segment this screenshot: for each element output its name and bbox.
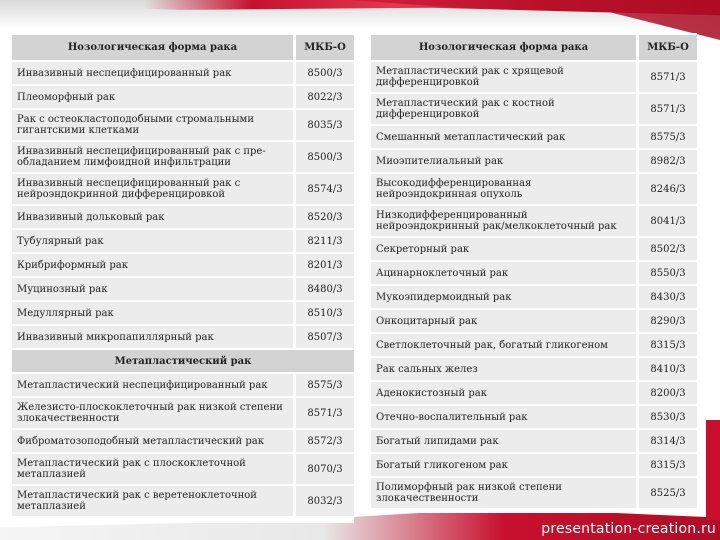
table-row (12, 278, 354, 300)
table-row (12, 62, 354, 84)
table-row (371, 262, 697, 284)
icd-o-code-cell: 8201/3 (293, 254, 354, 276)
icd-o-code-cell: 8500/3 (293, 142, 354, 172)
table-row (12, 486, 354, 516)
table-row (12, 206, 354, 228)
icd-o-code-cell: 8022/3 (293, 86, 354, 108)
icd-o-code-cell: 8480/3 (293, 278, 354, 300)
icd-o-code-cell: 8041/3 (636, 206, 697, 236)
column-header-code: МКБ-О (636, 35, 697, 60)
table-row (12, 110, 354, 140)
tumor-form-cell: Тубулярный рак (12, 230, 293, 252)
tumor-form-cell: Фиброматозоподобный метапластический рак (12, 430, 293, 452)
table-row (371, 454, 697, 476)
icd-o-code-cell: 8574/3 (293, 174, 354, 204)
icd-o-code-cell: 8571/3 (293, 398, 354, 428)
tumor-form-cell: Отечно-воспалительный рак (371, 406, 636, 428)
tumor-form-cell: Медуллярный рак (12, 302, 293, 324)
tumor-form-cell: Миоэпителиальный рак (371, 150, 636, 172)
table-row (371, 62, 697, 92)
left-table-panel (12, 33, 354, 523)
tumor-form-cell: Онкоцитарный рак (371, 310, 636, 332)
table-row (371, 174, 697, 204)
icd-o-code-cell: 8500/3 (293, 62, 354, 84)
table-row (371, 150, 697, 172)
tumor-form-cell: Метапластический рак с плоскоклеточной метаплазией (12, 454, 293, 484)
icd-o-code-cell: 8315/3 (636, 454, 697, 476)
column-header-form: Нозологическая форма рака (371, 35, 636, 60)
tumor-form-cell: Мукоэпидермоидный рак (371, 286, 636, 308)
table-row (12, 454, 354, 484)
table-row (371, 478, 697, 508)
table-row (371, 334, 697, 356)
tumor-form-cell: Железисто-плоскоклеточный рак низкой степени злокачественности (12, 398, 293, 428)
icd-o-code-cell: 8575/3 (636, 126, 697, 148)
table-row (371, 310, 697, 332)
right-table-panel (371, 33, 697, 513)
tumor-form-cell: Ацинарноклеточный рак (371, 262, 636, 284)
table-row (371, 94, 697, 124)
table-row (12, 430, 354, 452)
tumor-form-cell: Инвазивный микропапиллярный рак (12, 326, 293, 348)
icd-o-code-cell: 8032/3 (293, 486, 354, 516)
tumor-form-cell: Аденокистозный рак (371, 382, 636, 404)
icd-o-code-cell: 8314/3 (636, 430, 697, 452)
tumor-form-cell: Богатый липидами рак (371, 430, 636, 452)
watermark: presentation-creation.ru (541, 521, 716, 537)
icd-o-code-cell: 8530/3 (636, 406, 697, 428)
icd-o-code-cell: 8315/3 (636, 334, 697, 356)
tumor-form-cell: Богатый гликогеном рак (371, 454, 636, 476)
table-row (371, 126, 697, 148)
left-classification-table (12, 33, 354, 518)
icd-o-code-cell: 8572/3 (293, 430, 354, 452)
table-row (12, 398, 354, 428)
tumor-form-cell: Крибриформный рак (12, 254, 293, 276)
table-row (12, 86, 354, 108)
tumor-form-cell: Секреторный рак (371, 238, 636, 260)
icd-o-code-cell: 8290/3 (636, 310, 697, 332)
tumor-form-cell: Полиморфный рак низкой степени злокачественности (371, 478, 636, 508)
table-header-row (12, 35, 354, 60)
icd-o-code-cell: 8502/3 (636, 238, 697, 260)
table-row (371, 358, 697, 380)
tumor-form-cell: Метапластический рак с костной дифференцировкой (371, 94, 636, 124)
icd-o-code-cell: 8070/3 (293, 454, 354, 484)
icd-o-code-cell: 8571/3 (636, 62, 697, 92)
table-row (12, 174, 354, 204)
section-header-row (12, 350, 354, 372)
left-table-body (12, 62, 354, 516)
table-row (371, 430, 697, 452)
table-row (12, 326, 354, 348)
table-row (12, 302, 354, 324)
tumor-form-cell: Рак сальных желез (371, 358, 636, 380)
right-table-body (371, 62, 697, 508)
table-row (371, 406, 697, 428)
tumor-form-cell: Плеоморфный рак (12, 86, 293, 108)
tumor-form-cell: Рак с остеокластоподобными стромальными гигантскими клетками (12, 110, 293, 140)
tumor-form-cell: Метапластический рак с хрящевой дифференцировкой (371, 62, 636, 92)
icd-o-code-cell: 8575/3 (293, 374, 354, 396)
table-row (371, 206, 697, 236)
section-title: Метапластический рак (12, 350, 354, 372)
table-row (12, 230, 354, 252)
tumor-form-cell: Муцинозный рак (12, 278, 293, 300)
tumor-form-cell: Смешанный метапластический рак (371, 126, 636, 148)
tumor-form-cell: Инвазивный неспецифицированный рак (12, 62, 293, 84)
icd-o-code-cell: 8520/3 (293, 206, 354, 228)
table-row (12, 374, 354, 396)
tumor-form-cell: Низкодифференцированный нейроэндокринный рак/мелкоклеточный рак (371, 206, 636, 236)
tumor-form-cell: Инвазивный дольковый рак (12, 206, 293, 228)
icd-o-code-cell: 8571/3 (636, 94, 697, 124)
icd-o-code-cell: 8507/3 (293, 326, 354, 348)
table-header-row (371, 35, 697, 60)
column-header-form: Нозологическая форма рака (12, 35, 293, 60)
tumor-form-cell: Инвазивный неспецифицированный рак с пре-обладанием лимфоидной инфильтрации (12, 142, 293, 172)
column-header-code: МКБ-О (293, 35, 354, 60)
table-row (12, 254, 354, 276)
icd-o-code-cell: 8200/3 (636, 382, 697, 404)
icd-o-code-cell: 8982/3 (636, 150, 697, 172)
icd-o-code-cell: 8510/3 (293, 302, 354, 324)
table-row (371, 286, 697, 308)
icd-o-code-cell: 8430/3 (636, 286, 697, 308)
right-classification-table (371, 33, 697, 510)
tumor-form-cell: Высокодифференцированная нейроэндокринная опухоль (371, 174, 636, 204)
table-row (12, 142, 354, 172)
tumor-form-cell: Светлоклеточный рак, богатый гликогеном (371, 334, 636, 356)
table-row (371, 382, 697, 404)
icd-o-code-cell: 8550/3 (636, 262, 697, 284)
icd-o-code-cell: 8525/3 (636, 478, 697, 508)
icd-o-code-cell: 8035/3 (293, 110, 354, 140)
red-edge-decoration (706, 420, 720, 520)
icd-o-code-cell: 8246/3 (636, 174, 697, 204)
tumor-form-cell: Метапластический неспецифицированный рак (12, 374, 293, 396)
tumor-form-cell: Метапластический рак с веретеноклеточной метаплазией (12, 486, 293, 516)
table-row (371, 238, 697, 260)
tumor-form-cell: Инвазивный неспецифицированный рак с нейроэндокринной дифференцировкой (12, 174, 293, 204)
icd-o-code-cell: 8410/3 (636, 358, 697, 380)
icd-o-code-cell: 8211/3 (293, 230, 354, 252)
